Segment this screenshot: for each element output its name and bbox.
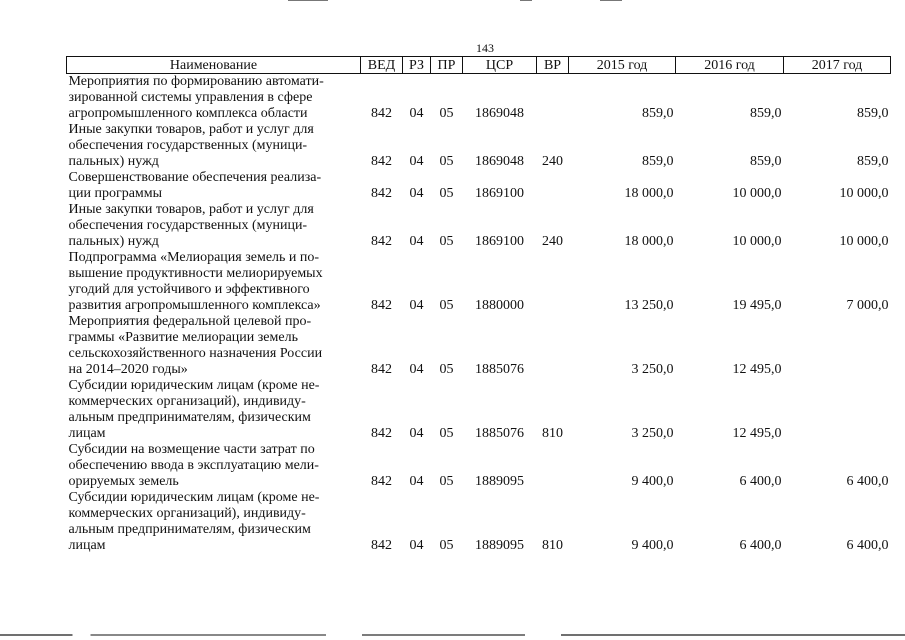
row-csr: 1869048: [475, 106, 524, 121]
row-vr: 240: [542, 234, 563, 249]
row-vr: [537, 170, 569, 202]
row-amount-2015: 3 250,0: [631, 426, 674, 441]
row-pr: 05: [439, 362, 454, 377]
row-name: [67, 122, 361, 170]
table-row: [67, 490, 891, 554]
row-vr: [537, 442, 569, 490]
column-header-ved: ВЕД: [361, 57, 403, 74]
row-name-line: пальных) нужд: [68, 234, 159, 249]
row-csr: 1889095: [475, 474, 524, 489]
row-amount-2016: 6 400,0: [739, 538, 782, 553]
row-name-line: орируемых земель: [68, 474, 179, 489]
row-vr: [537, 250, 569, 314]
row-name-line: сельскохозяйственного назначения России: [68, 346, 323, 361]
row-name-line: Иные закупки товаров, работ и услуг для: [68, 202, 314, 217]
table-row: [67, 170, 891, 202]
row-ved: 842: [371, 298, 392, 313]
row-amount-2015: 9 400,0: [631, 538, 674, 553]
row-vr: [537, 74, 569, 123]
row-name: [67, 250, 361, 314]
row-amount-2016: 12 495,0: [732, 426, 782, 441]
row-amount-2017: [784, 378, 891, 442]
row-ved: 842: [371, 106, 392, 121]
row-name-line: коммерческих организаций), индивиду-: [68, 394, 306, 409]
row-rz: 04: [409, 538, 424, 553]
row-name: [67, 490, 361, 554]
row-ved: 842: [371, 538, 392, 553]
row-name: [67, 170, 361, 202]
row-rz: 04: [409, 234, 424, 249]
row-name-line: Субсидии юридическим лицам (кроме не-: [68, 378, 320, 393]
row-name: [67, 442, 361, 490]
column-header-pr: ПР: [431, 57, 463, 74]
row-amount-2017: 10 000,0: [839, 186, 889, 201]
row-ved: 842: [371, 362, 392, 377]
row-name-line: обеспечения государственных (муници-: [68, 218, 308, 233]
row-name-line: обеспечению ввода в эксплуатацию мели-: [68, 458, 319, 473]
column-header-2017: 2017 год: [784, 57, 891, 74]
row-vr: [537, 314, 569, 378]
row-name-line: пальных) нужд: [68, 154, 159, 169]
row-name-line: лицам: [68, 538, 106, 553]
row-amount-2015: 9 400,0: [631, 474, 674, 489]
row-csr: 1880000: [475, 298, 524, 313]
row-name: [67, 378, 361, 442]
row-csr: 1869100: [475, 234, 524, 249]
row-name-line: коммерческих организаций), индивиду-: [68, 506, 306, 521]
row-vr: 810: [542, 538, 563, 553]
row-amount-2017: 7 000,0: [846, 298, 889, 313]
row-rz: 04: [409, 298, 424, 313]
row-csr: 1885076: [475, 426, 524, 441]
row-name-line: зированной системы управления в сфере: [68, 90, 313, 105]
row-name-line: граммы «Развитие мелиорации земель: [68, 330, 298, 345]
row-name: [67, 74, 361, 123]
row-rz: 04: [409, 474, 424, 489]
row-name-line: Субсидии юридическим лицам (кроме не-: [68, 490, 320, 505]
row-pr: 05: [439, 154, 454, 169]
table-row: [67, 442, 891, 490]
row-pr: 05: [439, 474, 454, 489]
row-name-line: Субсидии на возмещение части затрат по: [68, 442, 315, 457]
row-name-line: вышение продуктивности мелиорируемых: [68, 266, 323, 281]
column-header-rz: РЗ: [403, 57, 431, 74]
row-amount-2015: 859,0: [642, 106, 674, 121]
row-name-line: Мероприятия федеральной целевой про-: [68, 314, 312, 329]
table-row: [67, 122, 891, 170]
row-pr: 05: [439, 186, 454, 201]
row-amount-2016: 10 000,0: [732, 234, 782, 249]
row-rz: 04: [409, 106, 424, 121]
scan-artifact-bottom: [0, 634, 905, 636]
row-vr: 240: [542, 154, 563, 169]
row-csr: 1869048: [475, 154, 524, 169]
row-name-line: развития агропромышленного комплекса»: [68, 298, 321, 313]
row-amount-2015: 3 250,0: [631, 362, 674, 377]
row-name-line: Подпрограмма «Мелиорация земель и по-: [68, 250, 320, 265]
column-header-csr: ЦСР: [463, 57, 537, 74]
row-name-line: лицам: [68, 426, 106, 441]
row-amount-2017: 10 000,0: [839, 234, 889, 249]
table-header: [67, 57, 891, 74]
row-amount-2016: 859,0: [750, 154, 782, 169]
row-name-line: угодий для устойчивого и эффективного: [68, 282, 310, 297]
scan-artifact: [600, 0, 622, 1]
row-pr: 05: [439, 426, 454, 441]
row-rz: 04: [409, 426, 424, 441]
table-row: [67, 314, 891, 378]
budget-table: [66, 56, 891, 554]
row-amount-2015: 18 000,0: [624, 186, 674, 201]
row-csr: 1889095: [475, 538, 524, 553]
row-vr: 810: [542, 426, 563, 441]
row-csr: 1885076: [475, 362, 524, 377]
row-amount-2017: 859,0: [857, 106, 889, 121]
column-header-vr: ВР: [537, 57, 569, 74]
row-ved: 842: [371, 474, 392, 489]
row-ved: 842: [371, 186, 392, 201]
row-name: [67, 314, 361, 378]
row-name: [67, 202, 361, 250]
row-pr: 05: [439, 234, 454, 249]
row-rz: 04: [409, 362, 424, 377]
row-amount-2016: 859,0: [750, 106, 782, 121]
row-rz: 04: [409, 186, 424, 201]
table-body: [67, 74, 891, 555]
row-name-line: обеспечения государственных (муници-: [68, 138, 308, 153]
row-amount-2016: 10 000,0: [732, 186, 782, 201]
row-name-line: агропромышленного комплекса области: [68, 106, 308, 121]
header-row: [67, 57, 891, 74]
row-amount-2017: [784, 314, 891, 378]
row-rz: 04: [409, 154, 424, 169]
row-ved: 842: [371, 154, 392, 169]
row-name-line: Иные закупки товаров, работ и услуг для: [68, 122, 314, 137]
row-pr: 05: [439, 538, 454, 553]
row-amount-2017: 859,0: [857, 154, 889, 169]
row-amount-2017: 6 400,0: [846, 474, 889, 489]
row-amount-2015: 13 250,0: [624, 298, 674, 313]
row-name-line: Мероприятия по формированию автомати-: [68, 74, 324, 89]
row-name-line: на 2014–2020 годы»: [68, 362, 188, 377]
row-ved: 842: [371, 234, 392, 249]
column-header-2015: 2015 год: [569, 57, 676, 74]
table-row: [67, 378, 891, 442]
column-header-2016: 2016 год: [676, 57, 784, 74]
table-row: [67, 202, 891, 250]
row-amount-2016: 19 495,0: [732, 298, 782, 313]
row-name-line: ции программы: [68, 186, 163, 201]
page-number: 143: [476, 41, 494, 55]
row-pr: 05: [439, 298, 454, 313]
table-row: [67, 250, 891, 314]
row-pr: 05: [439, 106, 454, 121]
scan-artifact: [520, 0, 532, 1]
scan-artifact: [288, 0, 328, 1]
row-ved: 842: [371, 426, 392, 441]
row-amount-2016: 6 400,0: [739, 474, 782, 489]
row-name-line: альным предпринимателям, физическим: [68, 410, 311, 425]
row-amount-2015: 18 000,0: [624, 234, 674, 249]
row-amount-2016: 12 495,0: [732, 362, 782, 377]
row-amount-2015: 859,0: [642, 154, 674, 169]
row-amount-2017: 6 400,0: [846, 538, 889, 553]
row-name-line: альным предпринимателям, физическим: [68, 522, 311, 537]
row-csr: 1869100: [475, 186, 524, 201]
column-header-name: Наименование: [67, 57, 361, 74]
row-name-line: Совершенствование обеспечения реализа-: [68, 170, 322, 185]
table-row: [67, 74, 891, 123]
